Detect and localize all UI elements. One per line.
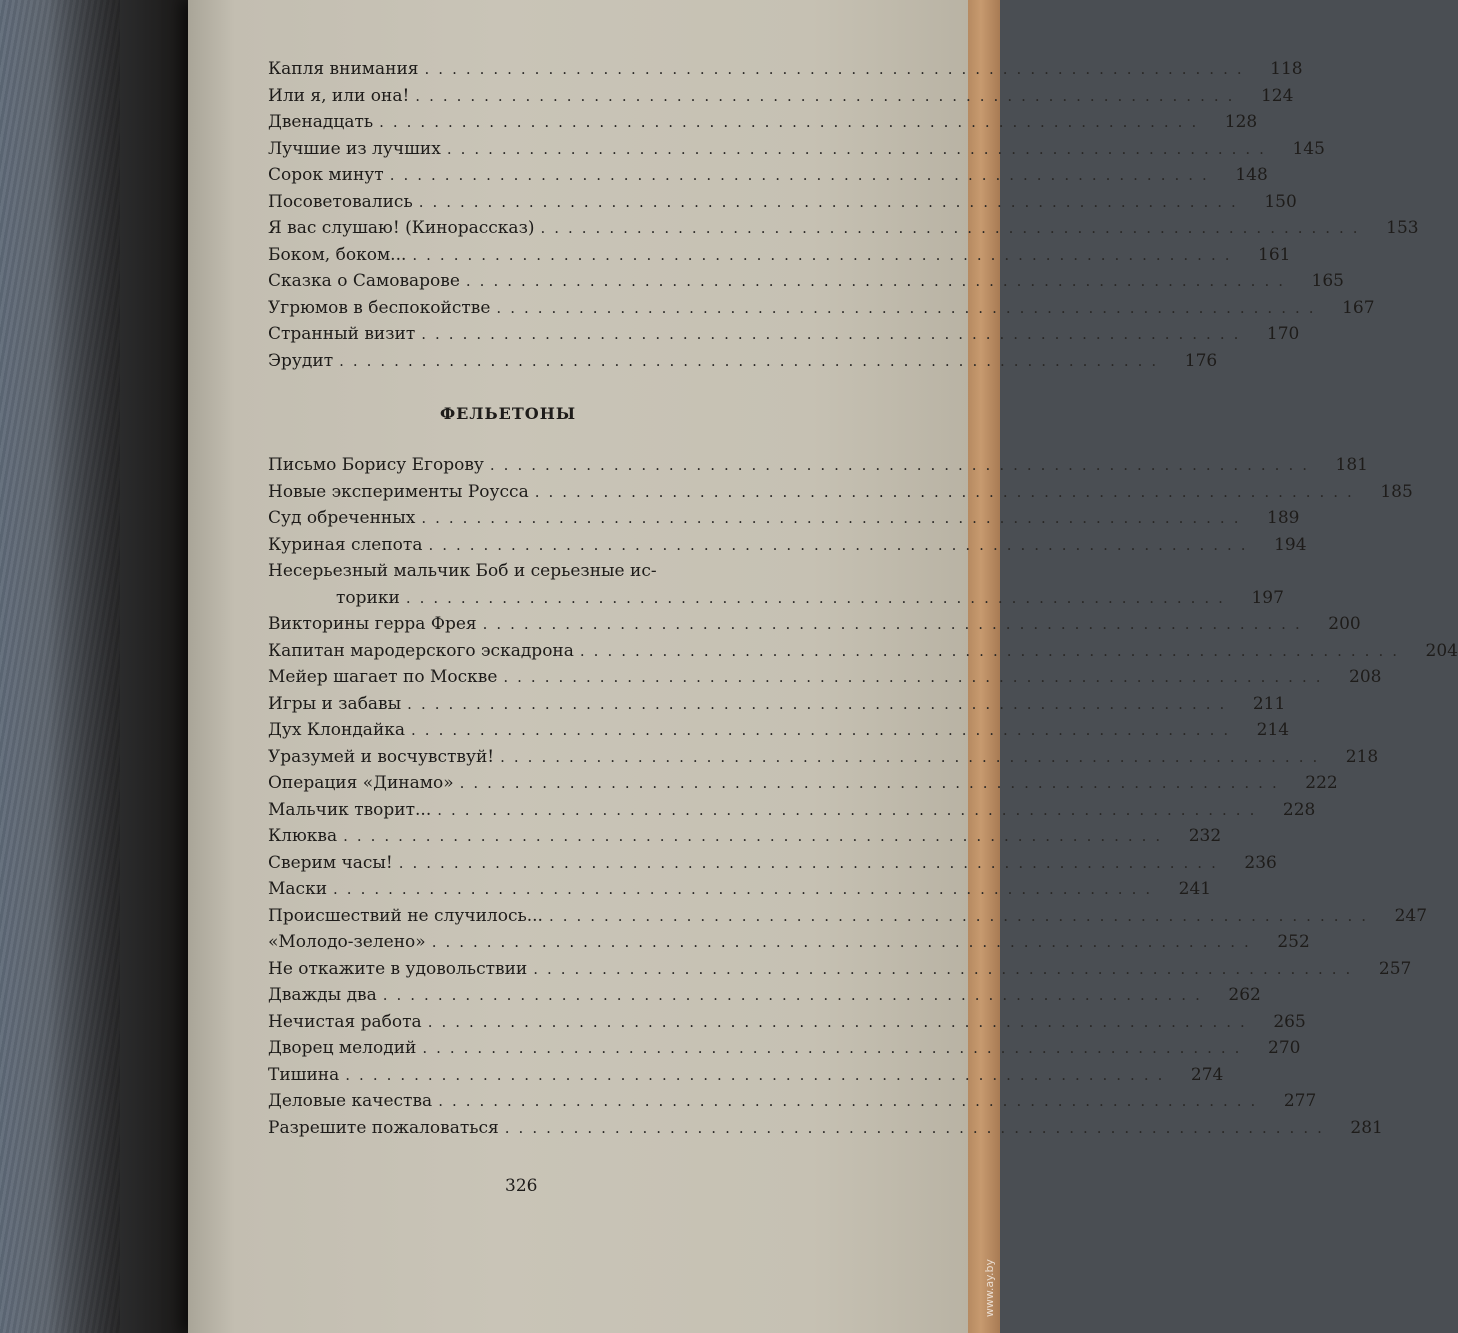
toc-group-feuilletons-b: [268, 611, 1458, 1141]
toc-entry-title: Угрюмов в беспокойстве: [268, 297, 491, 318]
toc-entry-page: 252: [1277, 932, 1310, 952]
toc-entry-page: 165: [1311, 271, 1344, 291]
leader-dots: ............................................................: [533, 959, 1360, 978]
toc-entry-title: «Молодо-зелено»: [268, 932, 426, 952]
leader-dots: ............................................................: [438, 1092, 1265, 1110]
toc-entry-title: торики: [336, 587, 400, 608]
leader-dots: ............................................................: [534, 482, 1361, 501]
toc-entry-title: Несерьезный мальчик Боб и серьезные ис-: [268, 561, 657, 581]
watermark-text: www.ay.by: [983, 1258, 996, 1317]
toc-entry-title: Двенадцать: [268, 112, 374, 132]
toc-entry-page: 150: [1264, 191, 1297, 212]
toc-entry: [268, 664, 1382, 691]
toc-entry-title: Новые эксперименты Роусса: [268, 481, 529, 502]
leader-dots: ............................................................: [407, 694, 1234, 713]
toc-entry-page: 197: [1251, 587, 1284, 608]
toc-entry-page: 204: [1425, 640, 1458, 661]
toc-entry-page: 232: [1188, 826, 1222, 846]
toc-group-feuilletons-a: [268, 452, 1413, 558]
toc-entry: [268, 956, 1412, 983]
toc-entry-title: Клюква: [268, 826, 338, 846]
toc-entry-page: 257: [1378, 958, 1412, 979]
leader-dots: ............................................................: [500, 747, 1327, 766]
leader-dots: ............................................................: [415, 86, 1242, 105]
table-of-contents: [268, 56, 1458, 1141]
toc-entry-title: Мальчик творит...: [268, 799, 432, 820]
leader-dots: ............................................................: [465, 272, 1292, 290]
toc-entry: [268, 691, 1286, 718]
toc-entry-title: Сказка о Самоварове: [268, 271, 460, 291]
toc-entry: [268, 109, 1258, 136]
page-number: 326: [505, 1176, 538, 1196]
toc-entry: [268, 162, 1268, 189]
toc-entry: [268, 717, 1290, 744]
toc-entry-page: 218: [1345, 746, 1379, 767]
toc-entry-page: 148: [1235, 165, 1268, 185]
toc-entry-title: Дважды два: [268, 985, 377, 1005]
toc-entry-page: 262: [1228, 985, 1261, 1005]
toc-entry: [268, 1115, 1383, 1142]
toc-entry: [268, 452, 1368, 479]
toc-entry-title: Боком, боком...: [268, 244, 407, 265]
toc-entry-page: 128: [1224, 112, 1258, 132]
toc-entry-title: Суд обреченных: [268, 508, 416, 528]
toc-entry: [268, 797, 1316, 824]
toc-entry-page: 274: [1190, 1064, 1224, 1085]
leader-dots: ............................................................: [428, 535, 1255, 554]
toc-entry: [268, 56, 1303, 83]
leader-dots: ............................................................: [405, 588, 1232, 607]
toc-entry-page: 270: [1268, 1038, 1301, 1058]
toc-group-top: [268, 56, 1419, 374]
toc-entry-page: 228: [1282, 799, 1316, 820]
toc-entry-title: Происшествий не случилось...: [268, 905, 543, 926]
toc-entry-title: Странный визит: [268, 324, 416, 344]
toc-entry-title: Тишина: [268, 1064, 340, 1085]
toc-entry-title: Капитан мародерского эскадрона: [268, 640, 574, 661]
toc-entry-page: 211: [1252, 693, 1286, 714]
leader-dots: ............................................................: [418, 192, 1245, 211]
leader-dots: ............................................................: [548, 906, 1376, 925]
leader-dots: ............................................................: [540, 219, 1367, 237]
toc-entry-page: 145: [1292, 138, 1325, 159]
toc-entry: [268, 929, 1310, 956]
toc-entry: [268, 638, 1458, 665]
toc-entry: [268, 83, 1294, 110]
toc-entry: [268, 505, 1300, 532]
leader-dots: ............................................................: [389, 166, 1216, 184]
toc-entry-page: 247: [1394, 905, 1428, 926]
toc-entry-page: 185: [1380, 481, 1413, 502]
toc-entry-page: 222: [1305, 773, 1338, 793]
background-shadow: [0, 0, 210, 1333]
toc-entry-page: 241: [1178, 879, 1212, 899]
toc-entry-title: Куриная слепота: [268, 534, 423, 555]
leader-dots: ............................................................: [424, 60, 1251, 78]
toc-entry-page: 208: [1349, 667, 1382, 687]
toc-entry-page: 277: [1283, 1091, 1317, 1111]
leader-dots: ............................................................: [431, 933, 1258, 951]
leader-dots: ............................................................: [422, 1039, 1249, 1057]
toc-entry-title: Разрешите пожаловаться: [268, 1117, 499, 1138]
toc-entry-page: 170: [1266, 324, 1300, 344]
toc-entry: [268, 348, 1218, 375]
leader-dots: ............................................................: [339, 351, 1166, 370]
toc-entry-page: 194: [1274, 534, 1307, 555]
toc-entry-title: Сорок минут: [268, 165, 384, 185]
toc-entry: [268, 982, 1261, 1009]
toc-entry-page: 176: [1184, 350, 1218, 371]
toc-entry-title: Дух Клондайка: [268, 720, 406, 740]
leader-dots: ............................................................: [482, 615, 1309, 633]
toc-entry-title: Викторины герра Фрея: [268, 614, 477, 634]
toc-entry: [268, 136, 1325, 163]
toc-entry: [268, 268, 1344, 295]
leader-dots: ............................................................: [427, 1012, 1254, 1031]
toc-entry-title: Нечистая работа: [268, 1011, 422, 1032]
toc-entry-title: Сверим часы!: [268, 852, 393, 873]
leader-dots: ............................................................: [379, 113, 1206, 131]
toc-entry: [268, 611, 1361, 638]
section-heading: ФЕЛЬЕТОНЫ: [439, 403, 577, 423]
toc-entry: [268, 876, 1212, 903]
leader-dots: ............................................................: [345, 1065, 1172, 1084]
toc-entry: [268, 321, 1300, 348]
leader-dots: ............................................................: [411, 721, 1238, 739]
toc-entry: [268, 215, 1419, 242]
toc-entry-page: 189: [1267, 508, 1300, 528]
toc-entry-title: Я вас слушаю! (Кинорассказ): [268, 218, 535, 238]
toc-entry-title: Операция «Динамо»: [268, 773, 454, 793]
toc-entry: [268, 189, 1297, 216]
toc-entry: [268, 295, 1375, 322]
toc-entry-title: Игры и забавы: [268, 693, 402, 714]
leader-dots: ............................................................: [503, 668, 1330, 686]
toc-entry-page: 118: [1270, 59, 1303, 79]
toc-entry: [268, 532, 1307, 559]
toc-entry-title: Или я, или она!: [268, 85, 410, 106]
leader-dots: ............................................................: [504, 1118, 1331, 1137]
toc-entry-page: 200: [1328, 614, 1361, 634]
leader-dots: ............................................................: [459, 774, 1286, 792]
toc-entry-title: Капля внимания: [268, 59, 419, 79]
toc-entry: [268, 823, 1222, 850]
toc-entry: [268, 242, 1291, 269]
toc-entry: [268, 479, 1413, 506]
leader-dots: ............................................................: [446, 139, 1273, 158]
leader-dots: ............................................................: [489, 456, 1316, 474]
leader-dots: ............................................................: [579, 641, 1406, 660]
toc-entry: [268, 903, 1428, 930]
toc-entry-page: 124: [1260, 85, 1294, 106]
toc-entry: [268, 850, 1277, 877]
leader-dots: ............................................................: [333, 880, 1160, 898]
leader-dots: ............................................................: [437, 800, 1264, 819]
toc-entry-page: 214: [1256, 720, 1290, 740]
toc-entry-title: Не откажите в удовольствии: [268, 958, 528, 979]
leader-dots: ............................................................: [421, 509, 1248, 527]
toc-entry-title: Маски: [268, 879, 328, 899]
toc-entry-page: 153: [1386, 218, 1419, 238]
toc-entry-title: Деловые качества: [268, 1091, 433, 1111]
toc-entry-wrapped-line2: [268, 585, 1284, 612]
toc-entry-wrapped-line1: [268, 558, 788, 585]
toc-entry-title: Эрудит: [268, 350, 334, 371]
toc-entry-page: 265: [1273, 1011, 1306, 1032]
leader-dots: ............................................................: [496, 298, 1323, 317]
toc-entry-title: Мейер шагает по Москве: [268, 667, 498, 687]
toc-entry: [268, 744, 1379, 771]
toc-entry-title: Дворец мелодий: [268, 1038, 417, 1058]
leader-dots: ............................................................: [398, 853, 1225, 872]
leader-dots: ............................................................: [382, 986, 1209, 1004]
leader-dots: ............................................................: [421, 325, 1248, 343]
toc-entry: [268, 1062, 1224, 1089]
toc-entry-title: Лучшие из лучших: [268, 138, 441, 159]
toc-entry: [268, 1088, 1317, 1115]
toc-entry-page: 181: [1335, 455, 1368, 475]
toc-entry-page: 161: [1258, 244, 1291, 265]
toc-entry: [268, 1035, 1301, 1062]
leader-dots: ............................................................: [343, 827, 1170, 845]
toc-entry: [268, 1009, 1306, 1036]
leader-dots: ............................................................: [412, 245, 1239, 264]
toc-entry-page: 236: [1244, 852, 1277, 873]
toc-entry-page: 281: [1350, 1117, 1383, 1138]
toc-entry: [268, 770, 1338, 797]
toc-entry-title: Письмо Борису Егорову: [268, 455, 484, 475]
toc-entry-page: 167: [1342, 297, 1375, 318]
toc-entry-title: Посоветовались: [268, 191, 413, 212]
toc-entry-title: Уразумей и восчувствуй!: [268, 746, 495, 767]
